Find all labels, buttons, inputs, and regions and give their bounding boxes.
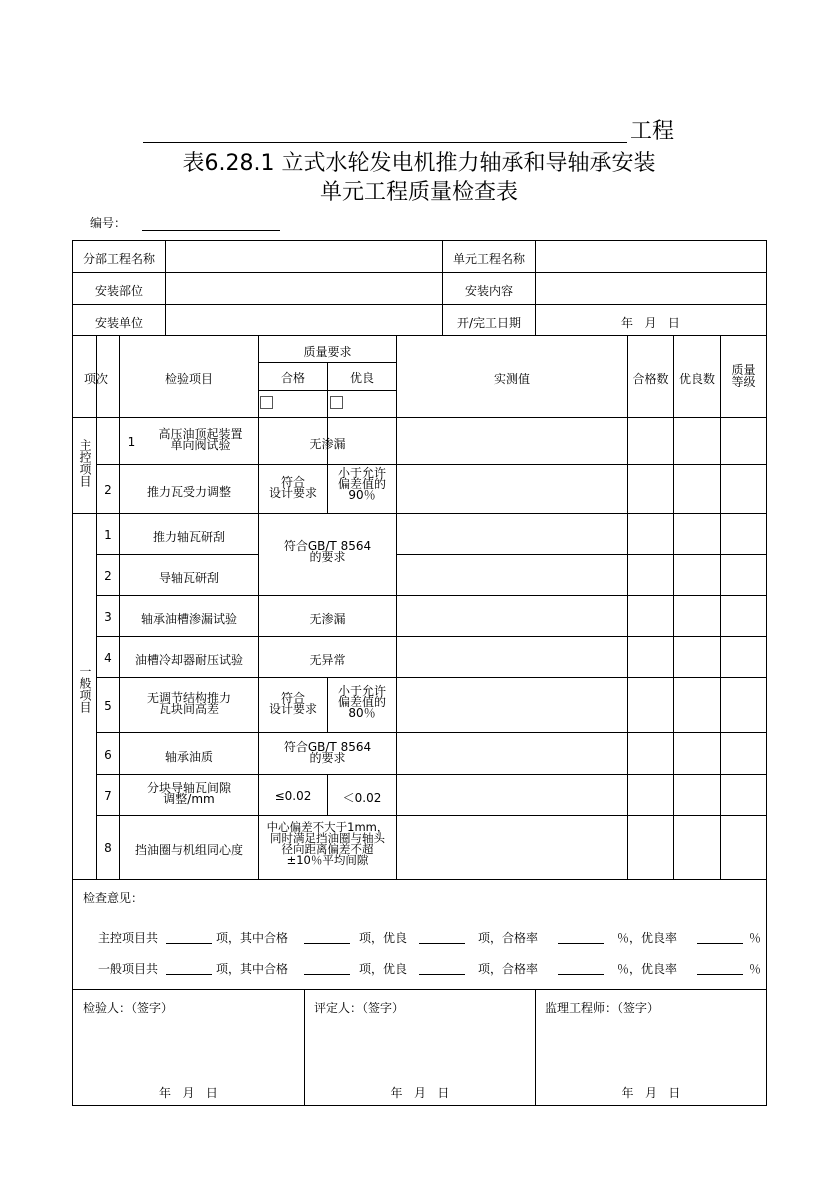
install-unit-label: 安装单位 <box>94 316 143 330</box>
main-item-name: 推力瓦受力调整 <box>146 485 231 499</box>
opinion-label: 检查意见： <box>83 891 144 905</box>
general-label: 一般项目 <box>78 665 92 713</box>
general-total-field[interactable] <box>166 960 212 975</box>
general-item-name: 轴承油质 <box>164 750 213 764</box>
col-measured: 实测值 <box>493 372 530 386</box>
main-excellent-field[interactable] <box>419 929 465 944</box>
main-item-no: 2 <box>104 483 112 497</box>
general-item-no: 8 <box>104 841 112 855</box>
project-name-line[interactable] <box>143 142 627 143</box>
install-content-value[interactable] <box>536 274 765 303</box>
install-unit-value[interactable] <box>166 306 441 335</box>
col-qualified-count: 合格数 <box>632 372 669 386</box>
general-item-no: 3 <box>104 610 112 624</box>
general-item-name: 油槽冷却器耐压试验 <box>134 653 243 667</box>
general-item-no: 2 <box>104 569 112 583</box>
general-item-qualified-req: ≤0.02 <box>274 789 312 803</box>
supervisor-label: 监理工程师：（签字） <box>545 1001 660 1015</box>
main-exc-rate-field[interactable] <box>697 929 743 944</box>
supervisor-date[interactable]: 年 月 日 <box>621 1086 681 1100</box>
inspector-label: 检验人：（签字） <box>83 1001 174 1015</box>
general-item-name: 挡油圈与机组同心度 <box>134 843 243 857</box>
excellent-checkbox[interactable] <box>330 396 343 412</box>
evaluator-label: 评定人：（签字） <box>314 1001 405 1015</box>
main-qualified-field[interactable] <box>304 929 350 944</box>
general-qual-rate-field[interactable] <box>558 960 604 975</box>
percent-sign: ％ <box>749 962 762 976</box>
unit-project-value[interactable] <box>536 242 765 271</box>
main-item-no: 1 <box>127 435 136 449</box>
qualified-checkbox[interactable] <box>260 396 273 412</box>
main-item-qualified-req: 符合 设计要求 <box>268 475 317 500</box>
general-item-no: 5 <box>104 699 112 713</box>
general-item-excellent-req: 小于允许 偏差值的 80％ <box>337 684 386 720</box>
opinion-section <box>72 879 767 990</box>
col-check-item: 检验项目 <box>164 372 213 386</box>
col-quality-req: 质量要求 <box>303 345 352 359</box>
evaluator-date[interactable]: 年 月 日 <box>390 1086 450 1100</box>
general-exc-rate-label: ％，优良率 <box>617 962 678 976</box>
col-excellent: 优良 <box>349 371 374 385</box>
page-title: 表6.28.1 立式水轮发电机推力轴承和导轴承安装 <box>182 151 656 176</box>
inspector-date[interactable]: 年 月 日 <box>159 1086 218 1100</box>
main-total-label: 主控项目共 <box>98 931 159 945</box>
title-suffix: 工程 <box>630 119 675 144</box>
general-shared-req: 符合GB/T 8564 的要求 <box>283 539 372 564</box>
main-total-field[interactable] <box>166 929 212 944</box>
col-grade: 质量 等级 <box>731 363 756 389</box>
page-subtitle: 单元工程质量检查表 <box>319 180 518 205</box>
col-item-no: 项次 <box>83 372 108 386</box>
check-grid <box>72 335 767 880</box>
code-label: 编号： <box>90 216 127 230</box>
main-exc-rate-label: ％，优良率 <box>617 931 678 945</box>
main-qualified-label: 项，其中合格 <box>216 931 289 945</box>
date-label: 开/完工日期 <box>456 316 522 330</box>
general-item-no: 4 <box>104 651 112 665</box>
general-qualified-field[interactable] <box>304 960 350 975</box>
general-item-no: 1 <box>104 528 112 542</box>
signature-section <box>72 989 767 1106</box>
col-qualified: 合格 <box>280 371 305 385</box>
main-item-name: 高压油顶起装置 单向阀试验 <box>158 427 243 452</box>
general-item-req: 无异常 <box>309 653 346 667</box>
general-excellent-label: 项，优良 <box>359 962 408 976</box>
date-value[interactable]: 年 月 日 <box>621 316 680 330</box>
general-item-req: 无渗漏 <box>309 612 346 626</box>
sub-project-value[interactable] <box>166 242 441 271</box>
general-excellent-field[interactable] <box>419 960 465 975</box>
col-excellent-count: 优良数 <box>678 372 715 386</box>
general-item-qualified-req: 符合 设计要求 <box>268 691 317 716</box>
general-item-name: 分块导轴瓦间隙 调整/mm <box>146 781 231 806</box>
main-qual-rate-label: 项，合格率 <box>478 931 539 945</box>
general-item-name: 推力轴瓦研刮 <box>152 530 225 544</box>
general-total-label: 一般项目共 <box>98 962 159 976</box>
general-item-no: 6 <box>104 748 112 762</box>
unit-project-label: 单元工程名称 <box>452 252 525 266</box>
general-qualified-label: 项，其中合格 <box>216 962 289 976</box>
install-part-value[interactable] <box>166 274 441 303</box>
general-item-name: 无调节结构推力 瓦块间高差 <box>146 691 231 716</box>
main-item-req: 无渗漏 <box>309 437 346 451</box>
main-excellent-label: 项，优良 <box>359 931 408 945</box>
code-field[interactable] <box>142 230 280 231</box>
general-item-req: 符合GB/T 8564 的要求 <box>283 740 372 765</box>
main-qual-rate-field[interactable] <box>558 929 604 944</box>
sub-project-label: 分部工程名称 <box>82 252 155 266</box>
info-section <box>72 240 767 336</box>
main-item-excellent-req: 小于允许 偏差值的 90％ <box>337 466 386 502</box>
general-item-name: 轴承油槽渗漏试验 <box>140 612 237 626</box>
install-part-label: 安装部位 <box>94 284 143 298</box>
install-content-label: 安装内容 <box>464 284 513 298</box>
percent-sign: ％ <box>749 931 762 945</box>
main-control-label: 主控项目 <box>78 439 92 487</box>
general-exc-rate-field[interactable] <box>697 960 743 975</box>
general-item-req: 中心偏差不大于1mm， 同时满足挡油圈与轴头 径向距离偏差不超 ±10％平均间隙 <box>266 820 389 867</box>
general-item-no: 7 <box>104 789 112 803</box>
general-item-excellent-req: ＜0.02 <box>342 791 382 805</box>
general-qual-rate-label: 项，合格率 <box>478 962 539 976</box>
general-item-name: 导轴瓦研刮 <box>158 571 219 585</box>
